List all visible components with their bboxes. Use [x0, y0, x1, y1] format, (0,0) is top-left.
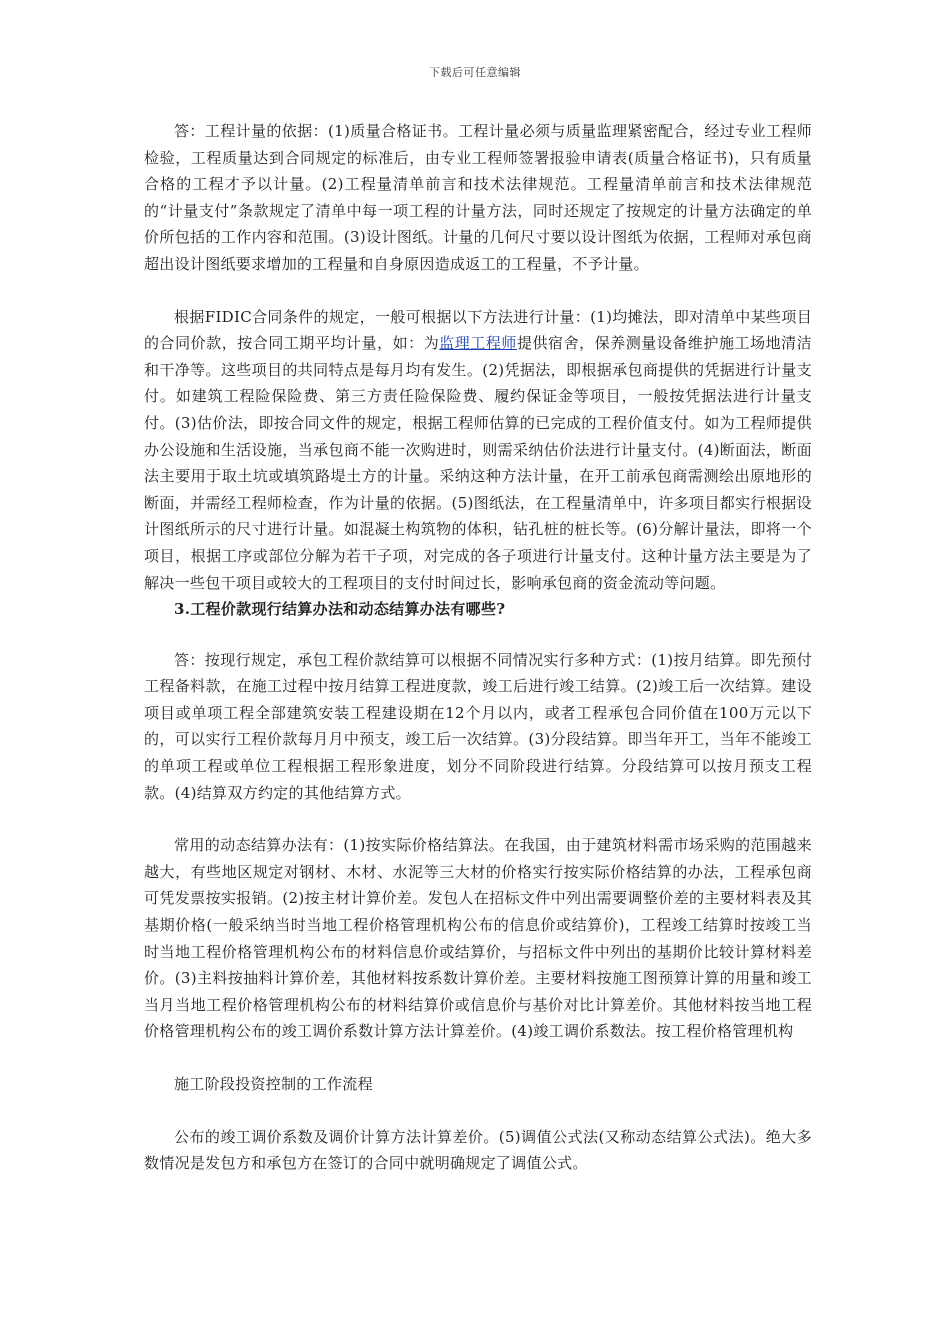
section-heading-3: 3.工程价款现行结算办法和动态结算办法有哪些? — [174, 600, 506, 619]
paragraph-dynamic-settlement: 常用的动态结算办法有：(1)按实际价格结算法。在我国，由于建筑材料需市场采购的范围越来越大，有些地区规定对钢材、木材、水泥等三大材的价格实行按实际价格结算的办法，工程承包商可凭发票按实报销。(2)按主材计算价差。发包人在招标文件中列出需要调整价差的主要材料表及其基期价格(一般采纳当时当地工程价格管理机构公布的信息价或结算价)，工程竣工结算时按竣工当时当地工程价格管理机构公布的材料信息价或结算价，与招标文件中列出的基期价比较计算材料差价。(3)主料按抽料计算价差，其他材料按系数计算价差。主要材料按施工图预算计算的用量和竣工当月当地工程价格管理机构公布的材料结算价或信息价与基价对比计算差价。其他材料按当地工程价格管理机构公布的竣工调价系数计算方法计算差价。(4)竣工调价系数法。按工程价格管理机构 — [144, 836, 812, 1041]
paragraph-fidic-text-after: 提供宿舍，保养测量设备维护施工场地清洁和干净等。这些项目的共同特点是每月均有发生。(2)凭据法，即根据承包商提供的凭据进行计量支付。如建筑工程险保险费、第三方责任险保险费、履约保证金等项目，一般按凭据法进行计量支付。(3)估价法，即按合同文件的规定，根据工程师估算的已完成的工程价值支付。如为工程师提供办公设施和生活设施，当承包商不能一次购进时，则需采纳估价法进行计量支付。(4)断面法，断面法主要用于取土坑或填筑路堤土方的计量。采纳这种方法计量，在开工前承包商需测绘出原地形的断面，并需经工程师检查，作为计量的依据。(5)图纸法，在工程量清单中，许多项目都实行根据设计图纸所示的尺寸进行计量。如混凝土构筑物的体积，钻孔桩的桩长等。(6)分解计量法，即将一个项目，根据工序或部位分解为若干子项，对完成的各子项进行计量支付。这种计量方法主要是为了解决一些包干项目或较大的工程项目的支付时间过长，影响承包商的资金流动等问题。 — [144, 334, 812, 592]
supervision-engineer-link[interactable]: 监理工程师 — [439, 334, 517, 353]
document-body — [144, 118, 812, 1177]
paragraph-fidic-methods — [144, 304, 812, 597]
paragraph-settlement-methods: 答：按现行规定，承包工程价款结算可以根据不同情况实行多种方式：(1)按月结算。即先预付工程备料款，在施工过程中按月结算工程进度款，竣工后进行竣工结算。(2)竣工后一次结算。建设项目或单项工程全部建筑安装工程建设期在12个月以内，或者工程承包合同价值在100万元以下的，可以实行工程价款每月月中预支，竣工后一次结算。(3)分段结算。即当年开工，当年不能竣工的单项工程或单位工程根据工程形象进度，划分不同阶段进行结算。分段结算可以按月预支工程款。(4)结算双方约定的其他结算方式。 — [144, 650, 812, 802]
paragraph-workflow-title: 施工阶段投资控制的工作流程 — [174, 1075, 373, 1093]
paragraph-adjustment-formula: 公布的竣工调价系数及调价计算方法计算差价。(5)调值公式法(又称动态结算公式法)。绝大多数情况是发包方和承包方在签订的合同中就明确规定了调值公式。 — [144, 1127, 812, 1173]
paragraph-fidic-text-before: 根据FIDIC合同条件的规定，一般可根据以下方法进行计量：(1)均摊法，即对清单中某些项目的合同价款，按合同工期平均计量，如：为 — [144, 307, 812, 353]
paragraph-measurement-basis: 答：工程计量的依据：(1)质量合格证书。工程计量必须与质量监理紧密配合，经过专业工程师检验，工程质量达到合同规定的标准后，由专业工程师签署报验申请表(质量合格证书)，只有质量合格的工程才予以计量。(2)工程量清单前言和技术法律规范。工程量清单前言和技术法律规范的“计量支付”条款规定了清单中每一项工程的计量方法，同时还规定了按规定的计量方法确定的单价所包括的工作内容和范围。(3)设计图纸。计量的几何尺寸要以设计图纸为依据，工程师对承包商超出设计图纸要求增加的工程量和自身原因造成返工的工程量，不予计量。 — [144, 122, 812, 273]
page-header: 下载后可任意编辑 — [429, 66, 521, 79]
